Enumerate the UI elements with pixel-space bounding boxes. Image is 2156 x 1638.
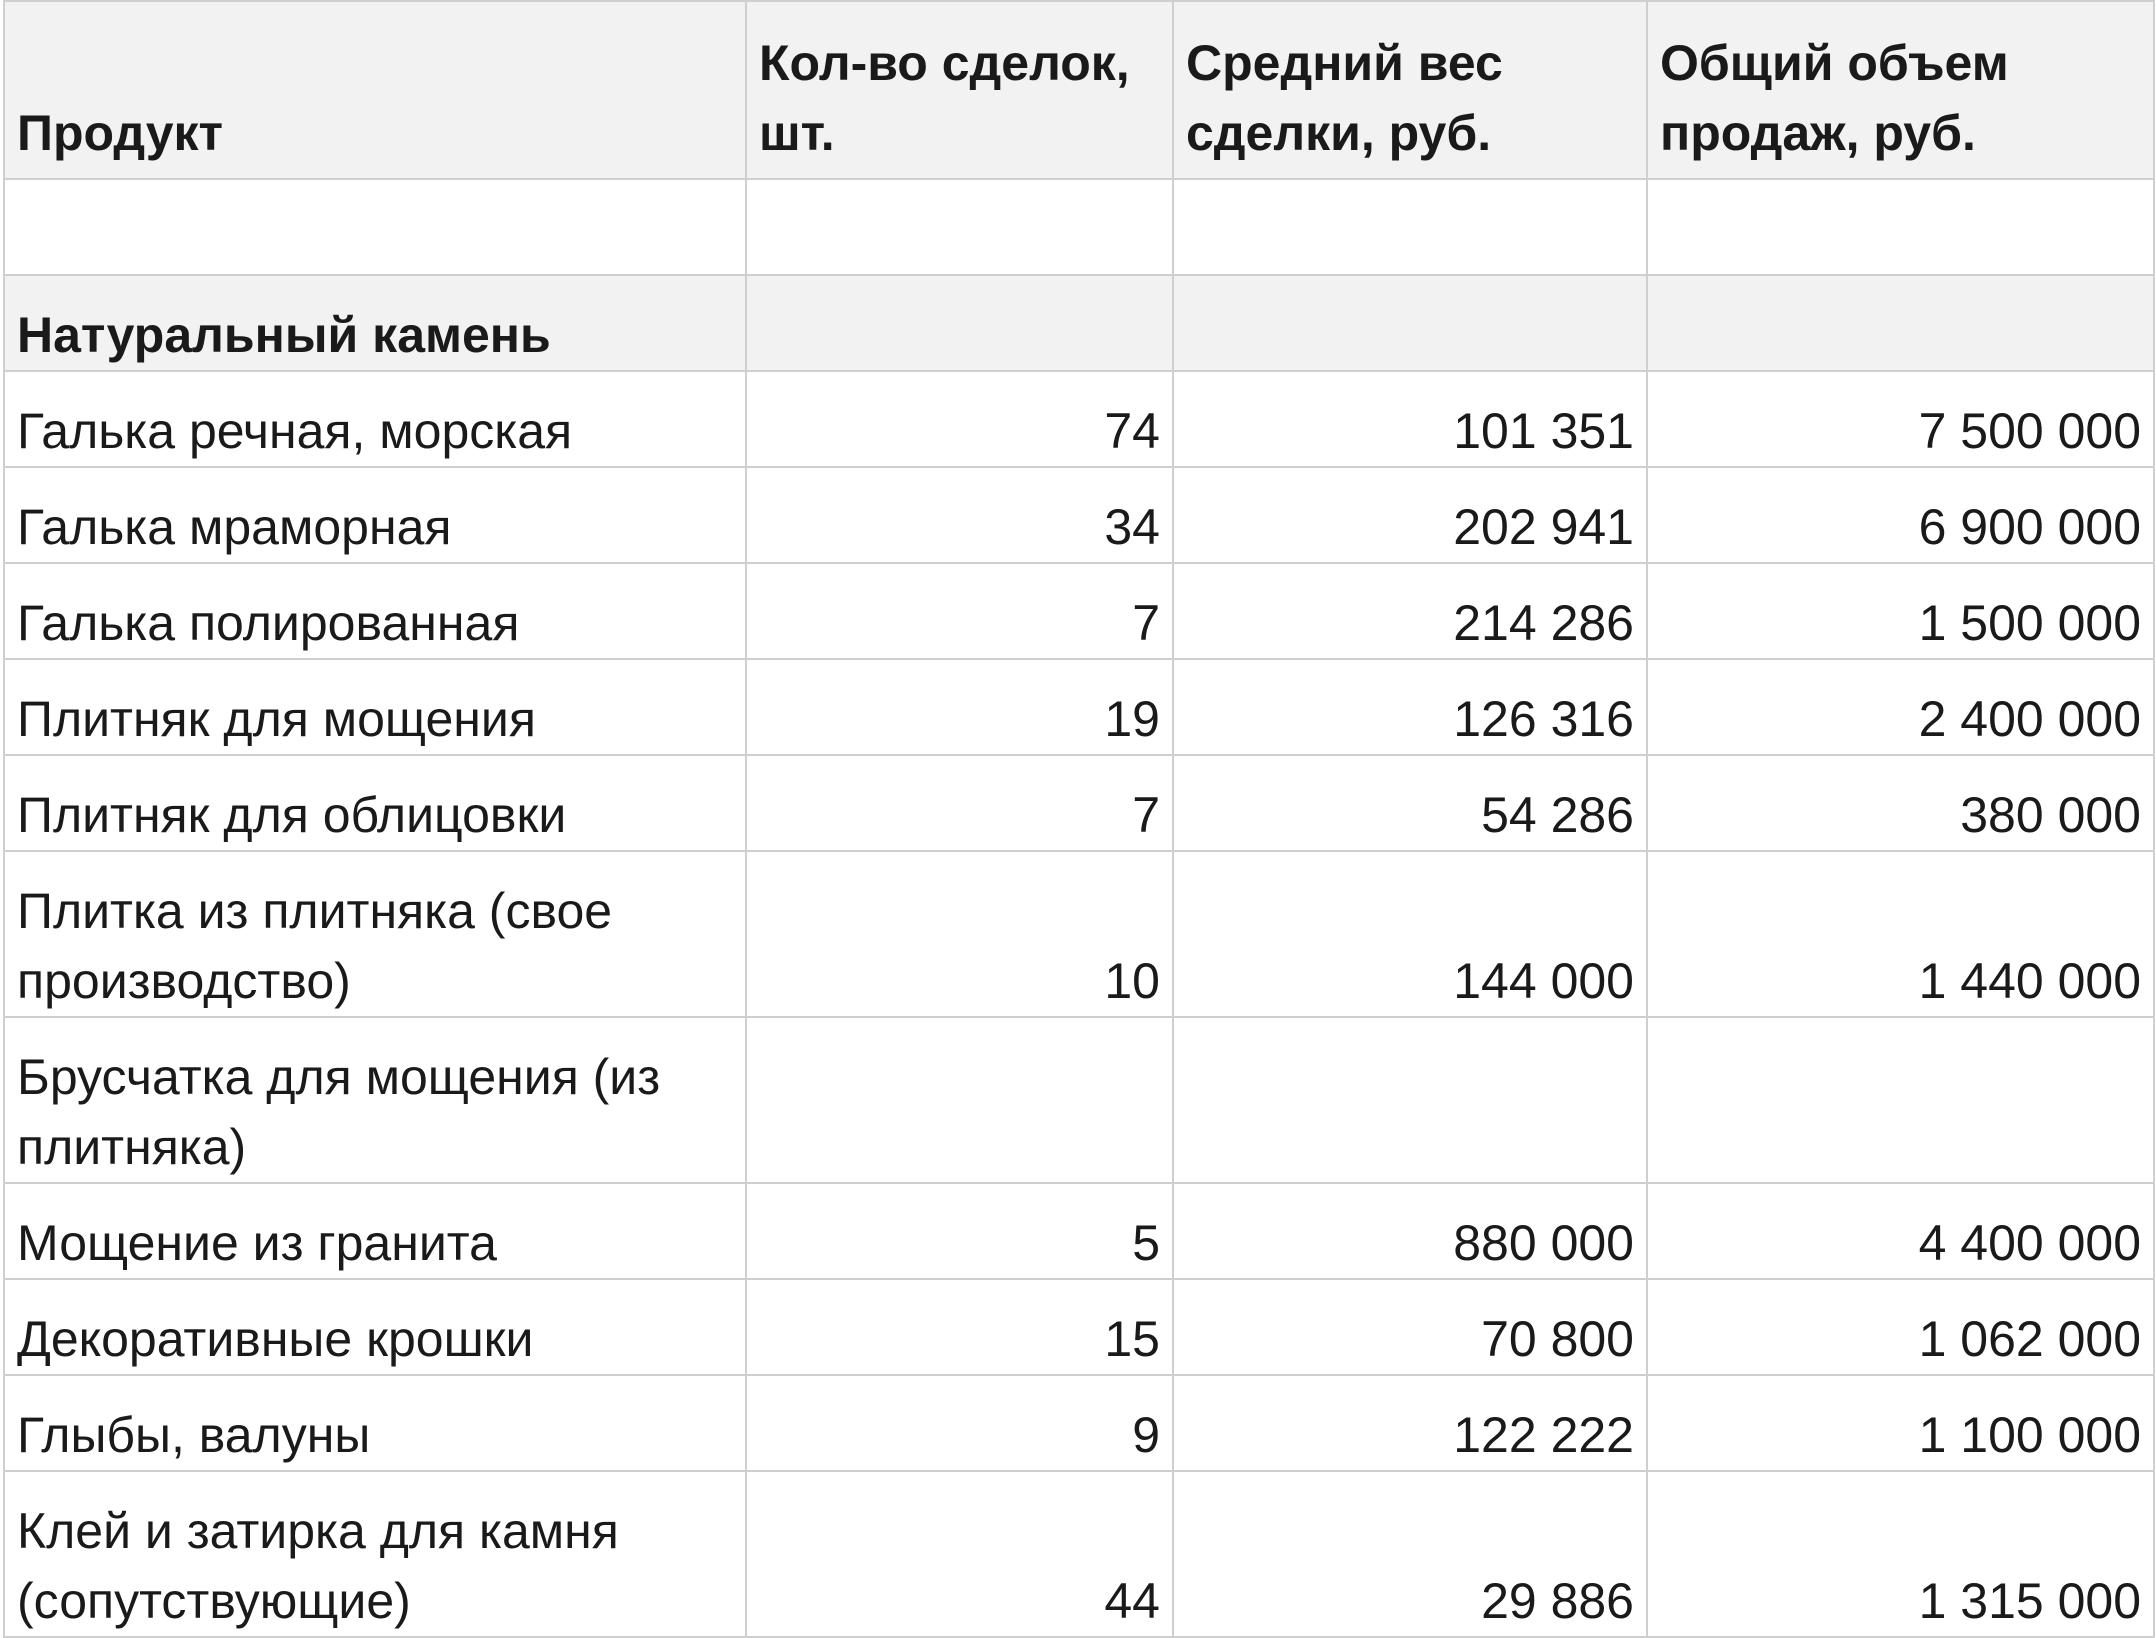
total-sales-cell[interactable]: 380 000 <box>1647 755 2154 851</box>
average-deal-cell[interactable]: 70 800 <box>1173 1279 1647 1375</box>
header-row <box>4 1 2154 179</box>
deals-count-cell[interactable]: 7 <box>746 563 1173 659</box>
table-row <box>4 371 2154 467</box>
total-sales-cell[interactable]: 1 100 000 <box>1647 1375 2154 1471</box>
product-cell[interactable]: Глыбы, валуны <box>4 1375 746 1471</box>
total-sales-cell[interactable]: 4 400 000 <box>1647 1183 2154 1279</box>
table-row <box>4 467 2154 563</box>
product-cell[interactable]: Декоративные крошки <box>4 1279 746 1375</box>
cell[interactable] <box>746 275 1173 371</box>
table-row <box>4 755 2154 851</box>
cell[interactable] <box>1647 275 2154 371</box>
deals-count-cell[interactable]: 10 <box>746 851 1173 1017</box>
total-sales-cell[interactable]: 1 315 000 <box>1647 1471 2154 1637</box>
table-row <box>4 1279 2154 1375</box>
deals-count-cell[interactable]: 74 <box>746 371 1173 467</box>
average-deal-cell[interactable]: 144 000 <box>1173 851 1647 1017</box>
table-row <box>4 1017 2154 1183</box>
deals-count-cell[interactable]: 9 <box>746 1375 1173 1471</box>
total-sales-cell[interactable]: 1 440 000 <box>1647 851 2154 1017</box>
blank-row <box>4 179 2154 275</box>
table-row <box>4 563 2154 659</box>
header-total-sales[interactable]: Общий объем продаж, руб. <box>1647 1 2154 179</box>
table-row <box>4 851 2154 1017</box>
product-cell[interactable]: Плитняк для мощения <box>4 659 746 755</box>
deals-count-cell[interactable]: 5 <box>746 1183 1173 1279</box>
average-deal-cell[interactable]: 880 000 <box>1173 1183 1647 1279</box>
cell[interactable] <box>1173 275 1647 371</box>
table-row <box>4 1183 2154 1279</box>
sales-table <box>3 0 2155 1638</box>
average-deal-cell[interactable]: 122 222 <box>1173 1375 1647 1471</box>
deals-count-cell[interactable]: 44 <box>746 1471 1173 1637</box>
cell[interactable] <box>1173 179 1647 275</box>
product-cell[interactable]: Галька речная, морская <box>4 371 746 467</box>
deals-count-cell[interactable] <box>746 1017 1173 1183</box>
deals-count-cell[interactable]: 34 <box>746 467 1173 563</box>
average-deal-cell[interactable]: 214 286 <box>1173 563 1647 659</box>
product-cell[interactable]: Плитняк для облицовки <box>4 755 746 851</box>
cell[interactable] <box>746 179 1173 275</box>
group-row <box>4 275 2154 371</box>
table-row <box>4 1375 2154 1471</box>
total-sales-cell[interactable]: 6 900 000 <box>1647 467 2154 563</box>
average-deal-cell[interactable]: 202 941 <box>1173 467 1647 563</box>
table-row <box>4 1471 2154 1637</box>
product-cell[interactable]: Плитка из плитняка (свое производство) <box>4 851 746 1017</box>
average-deal-cell[interactable]: 126 316 <box>1173 659 1647 755</box>
average-deal-cell[interactable] <box>1173 1017 1647 1183</box>
header-deals-count[interactable]: Кол-во сделок, шт. <box>746 1 1173 179</box>
cell[interactable] <box>1647 179 2154 275</box>
table-row <box>4 659 2154 755</box>
product-cell[interactable]: Брусчатка для мощения (из плитняка) <box>4 1017 746 1183</box>
total-sales-cell[interactable]: 1 062 000 <box>1647 1279 2154 1375</box>
average-deal-cell[interactable]: 29 886 <box>1173 1471 1647 1637</box>
header-average-deal[interactable]: Средний вес сделки, руб. <box>1173 1 1647 179</box>
total-sales-cell[interactable]: 7 500 000 <box>1647 371 2154 467</box>
average-deal-cell[interactable]: 101 351 <box>1173 371 1647 467</box>
deals-count-cell[interactable]: 7 <box>746 755 1173 851</box>
group-title[interactable]: Натуральный камень <box>4 275 746 371</box>
header-product[interactable]: Продукт <box>4 1 746 179</box>
product-cell[interactable]: Галька мраморная <box>4 467 746 563</box>
total-sales-cell[interactable]: 1 500 000 <box>1647 563 2154 659</box>
average-deal-cell[interactable]: 54 286 <box>1173 755 1647 851</box>
deals-count-cell[interactable]: 15 <box>746 1279 1173 1375</box>
product-cell[interactable]: Мощение из гранита <box>4 1183 746 1279</box>
data-rows <box>4 371 2154 1637</box>
product-cell[interactable]: Клей и затирка для камня (сопутствующие) <box>4 1471 746 1637</box>
deals-count-cell[interactable]: 19 <box>746 659 1173 755</box>
cell[interactable] <box>4 179 746 275</box>
product-cell[interactable]: Галька полированная <box>4 563 746 659</box>
total-sales-cell[interactable]: 2 400 000 <box>1647 659 2154 755</box>
total-sales-cell[interactable] <box>1647 1017 2154 1183</box>
